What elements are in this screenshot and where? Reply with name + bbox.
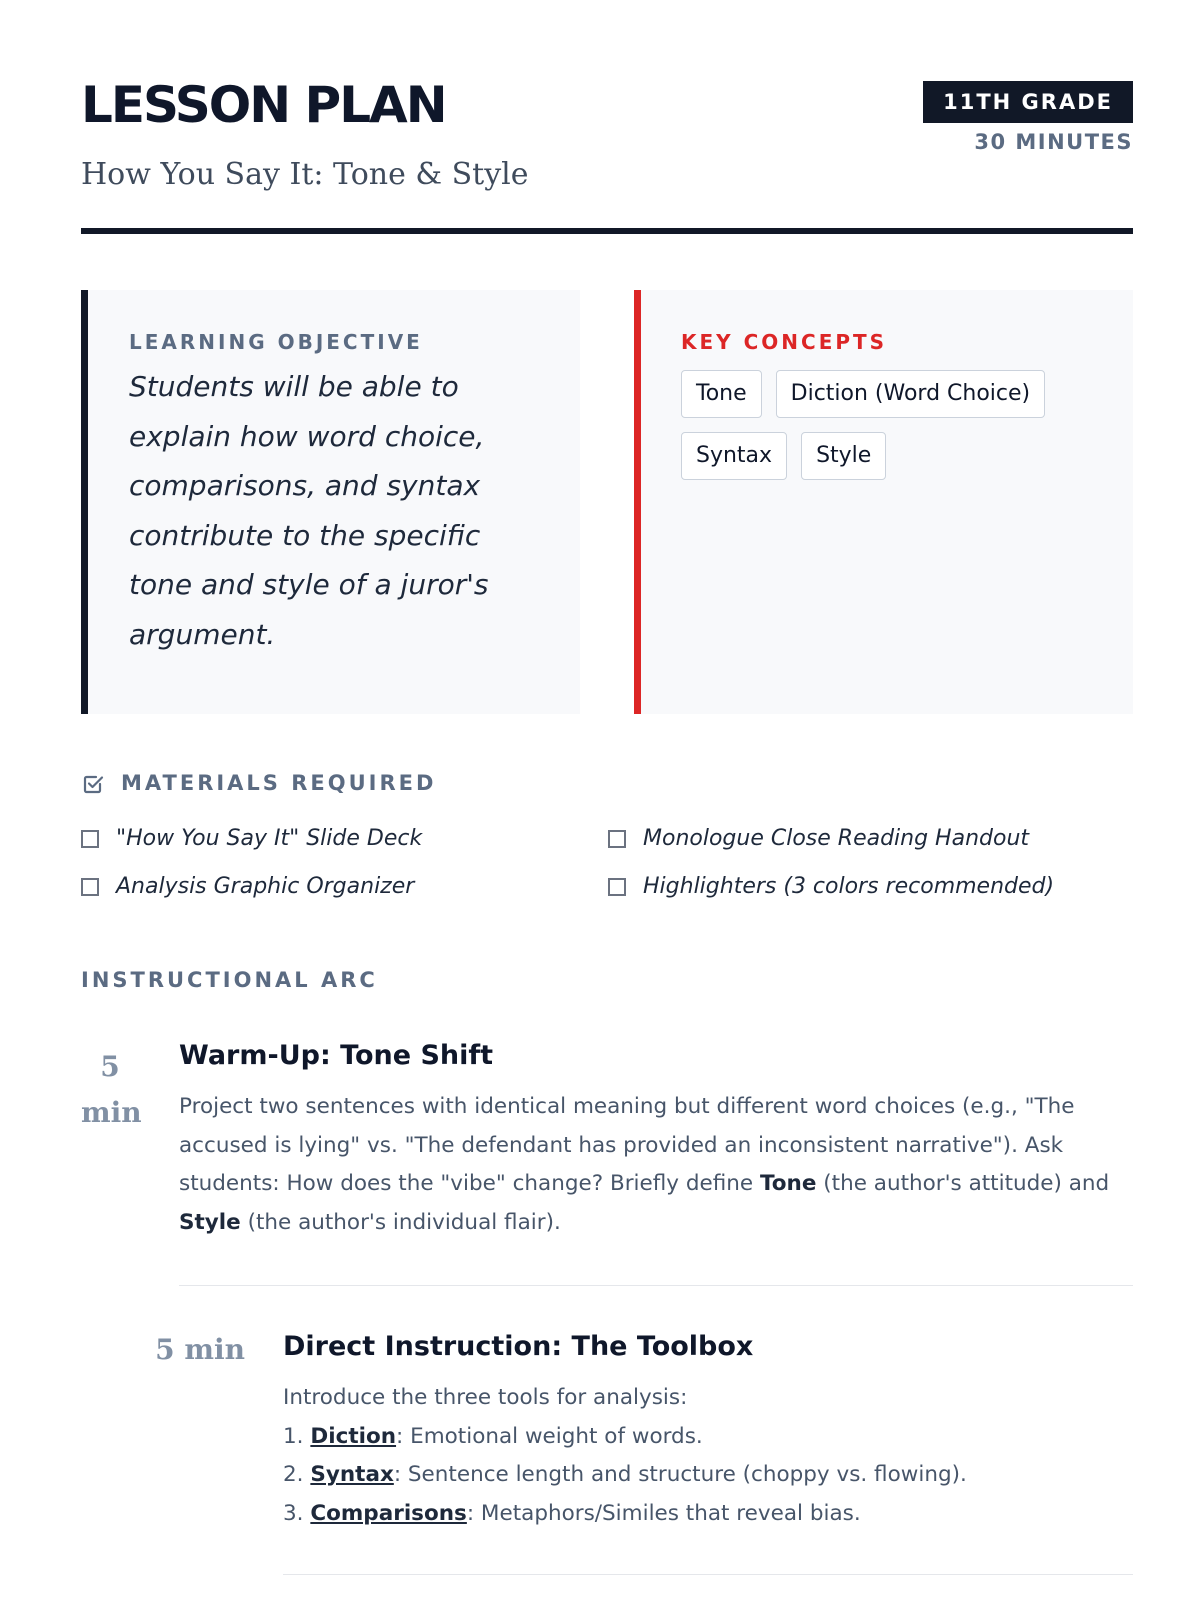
material-label: Analysis Graphic Organizer (116, 874, 415, 900)
header-divider (81, 228, 1133, 234)
toolbox-item: 3. Comparisons: Metaphors/Similes that reveal bias. (283, 1500, 861, 1526)
learning-objective-card (81, 290, 580, 714)
material-checkbox[interactable] (81, 878, 99, 896)
material-checkbox[interactable] (81, 830, 99, 848)
term-syntax: Syntax (310, 1462, 394, 1487)
material-label: "How You Say It" Slide Deck (116, 826, 423, 852)
concept-tags (681, 370, 1101, 480)
materials-section (81, 771, 1133, 926)
page-subtitle: How You Say It: Tone & Style (81, 157, 529, 192)
step-title: Warm-Up: Tone Shift (179, 1040, 494, 1071)
term-tone: Tone (759, 1171, 817, 1196)
material-label: Monologue Close Reading Handout (643, 826, 1030, 852)
toolbox-item: 2. Syntax: Sentence length and structure (choppy vs. flowing). (283, 1462, 967, 1487)
concept-tag: Diction (Word Choice) (776, 370, 1046, 418)
step-duration: 5 min (155, 1333, 245, 1366)
step-divider (179, 1285, 1133, 1286)
step-duration-unit: min (81, 1096, 142, 1129)
step-description (283, 1379, 1133, 1533)
header (81, 0, 1133, 240)
material-item[interactable] (81, 826, 422, 851)
step-duration-number: 5 (100, 1050, 120, 1083)
materials-label: MATERIALS REQUIRED (121, 771, 437, 795)
material-checkbox[interactable] (608, 830, 626, 848)
summary-cards (81, 290, 1133, 714)
checkbox-icon (81, 772, 105, 796)
term-comparisons: Comparisons (310, 1500, 467, 1526)
term-diction: Diction (310, 1423, 397, 1449)
material-label: Highlighters (3 colors recommended) (643, 874, 1055, 900)
step-intro: Introduce the three tools for analysis: (283, 1385, 688, 1410)
material-checkbox[interactable] (608, 878, 626, 896)
concept-tag: Style (801, 432, 886, 480)
concepts-label: KEY CONCEPTS (681, 330, 888, 354)
step-divider (283, 1574, 1133, 1575)
materials-heading (81, 771, 1133, 796)
objective-text: Students will be able to explain how word choice, comparisons, and syntax contribute to the specific tone and style of a juror's argument. (129, 370, 489, 651)
duration-label: 30 MINUTES (974, 130, 1133, 154)
instructional-arc-heading: INSTRUCTIONAL ARC (81, 968, 378, 992)
toolbox-item: 1. Diction: Emotional weight of words. (283, 1423, 703, 1449)
grade-badge: 11TH GRADE (923, 81, 1133, 123)
objective-label: LEARNING OBJECTIVE (129, 330, 423, 354)
lesson-plan-page (81, 0, 1133, 1526)
material-item[interactable] (608, 874, 1054, 899)
material-item[interactable] (608, 826, 1029, 851)
concept-tag: Tone (681, 370, 762, 418)
concept-tag: Syntax (681, 432, 787, 480)
key-concepts-card (634, 290, 1133, 714)
page-title: LESSON PLAN (81, 76, 446, 134)
material-item[interactable] (81, 874, 414, 899)
step-description: Project two sentences with identical meaning but different word choices (e.g., "The accused is lying" vs. "The defendant has provided an inconsistent narrative"). Ask students: How does the "vibe" change? Briefly define Tone (the author's attitude) and Style (the author's individual flair). (179, 1094, 1110, 1235)
materials-list (81, 826, 1133, 926)
step-title: Direct Instruction: The Toolbox (283, 1331, 754, 1362)
step-duration (81, 1044, 142, 1136)
term-style: Style (179, 1209, 241, 1235)
